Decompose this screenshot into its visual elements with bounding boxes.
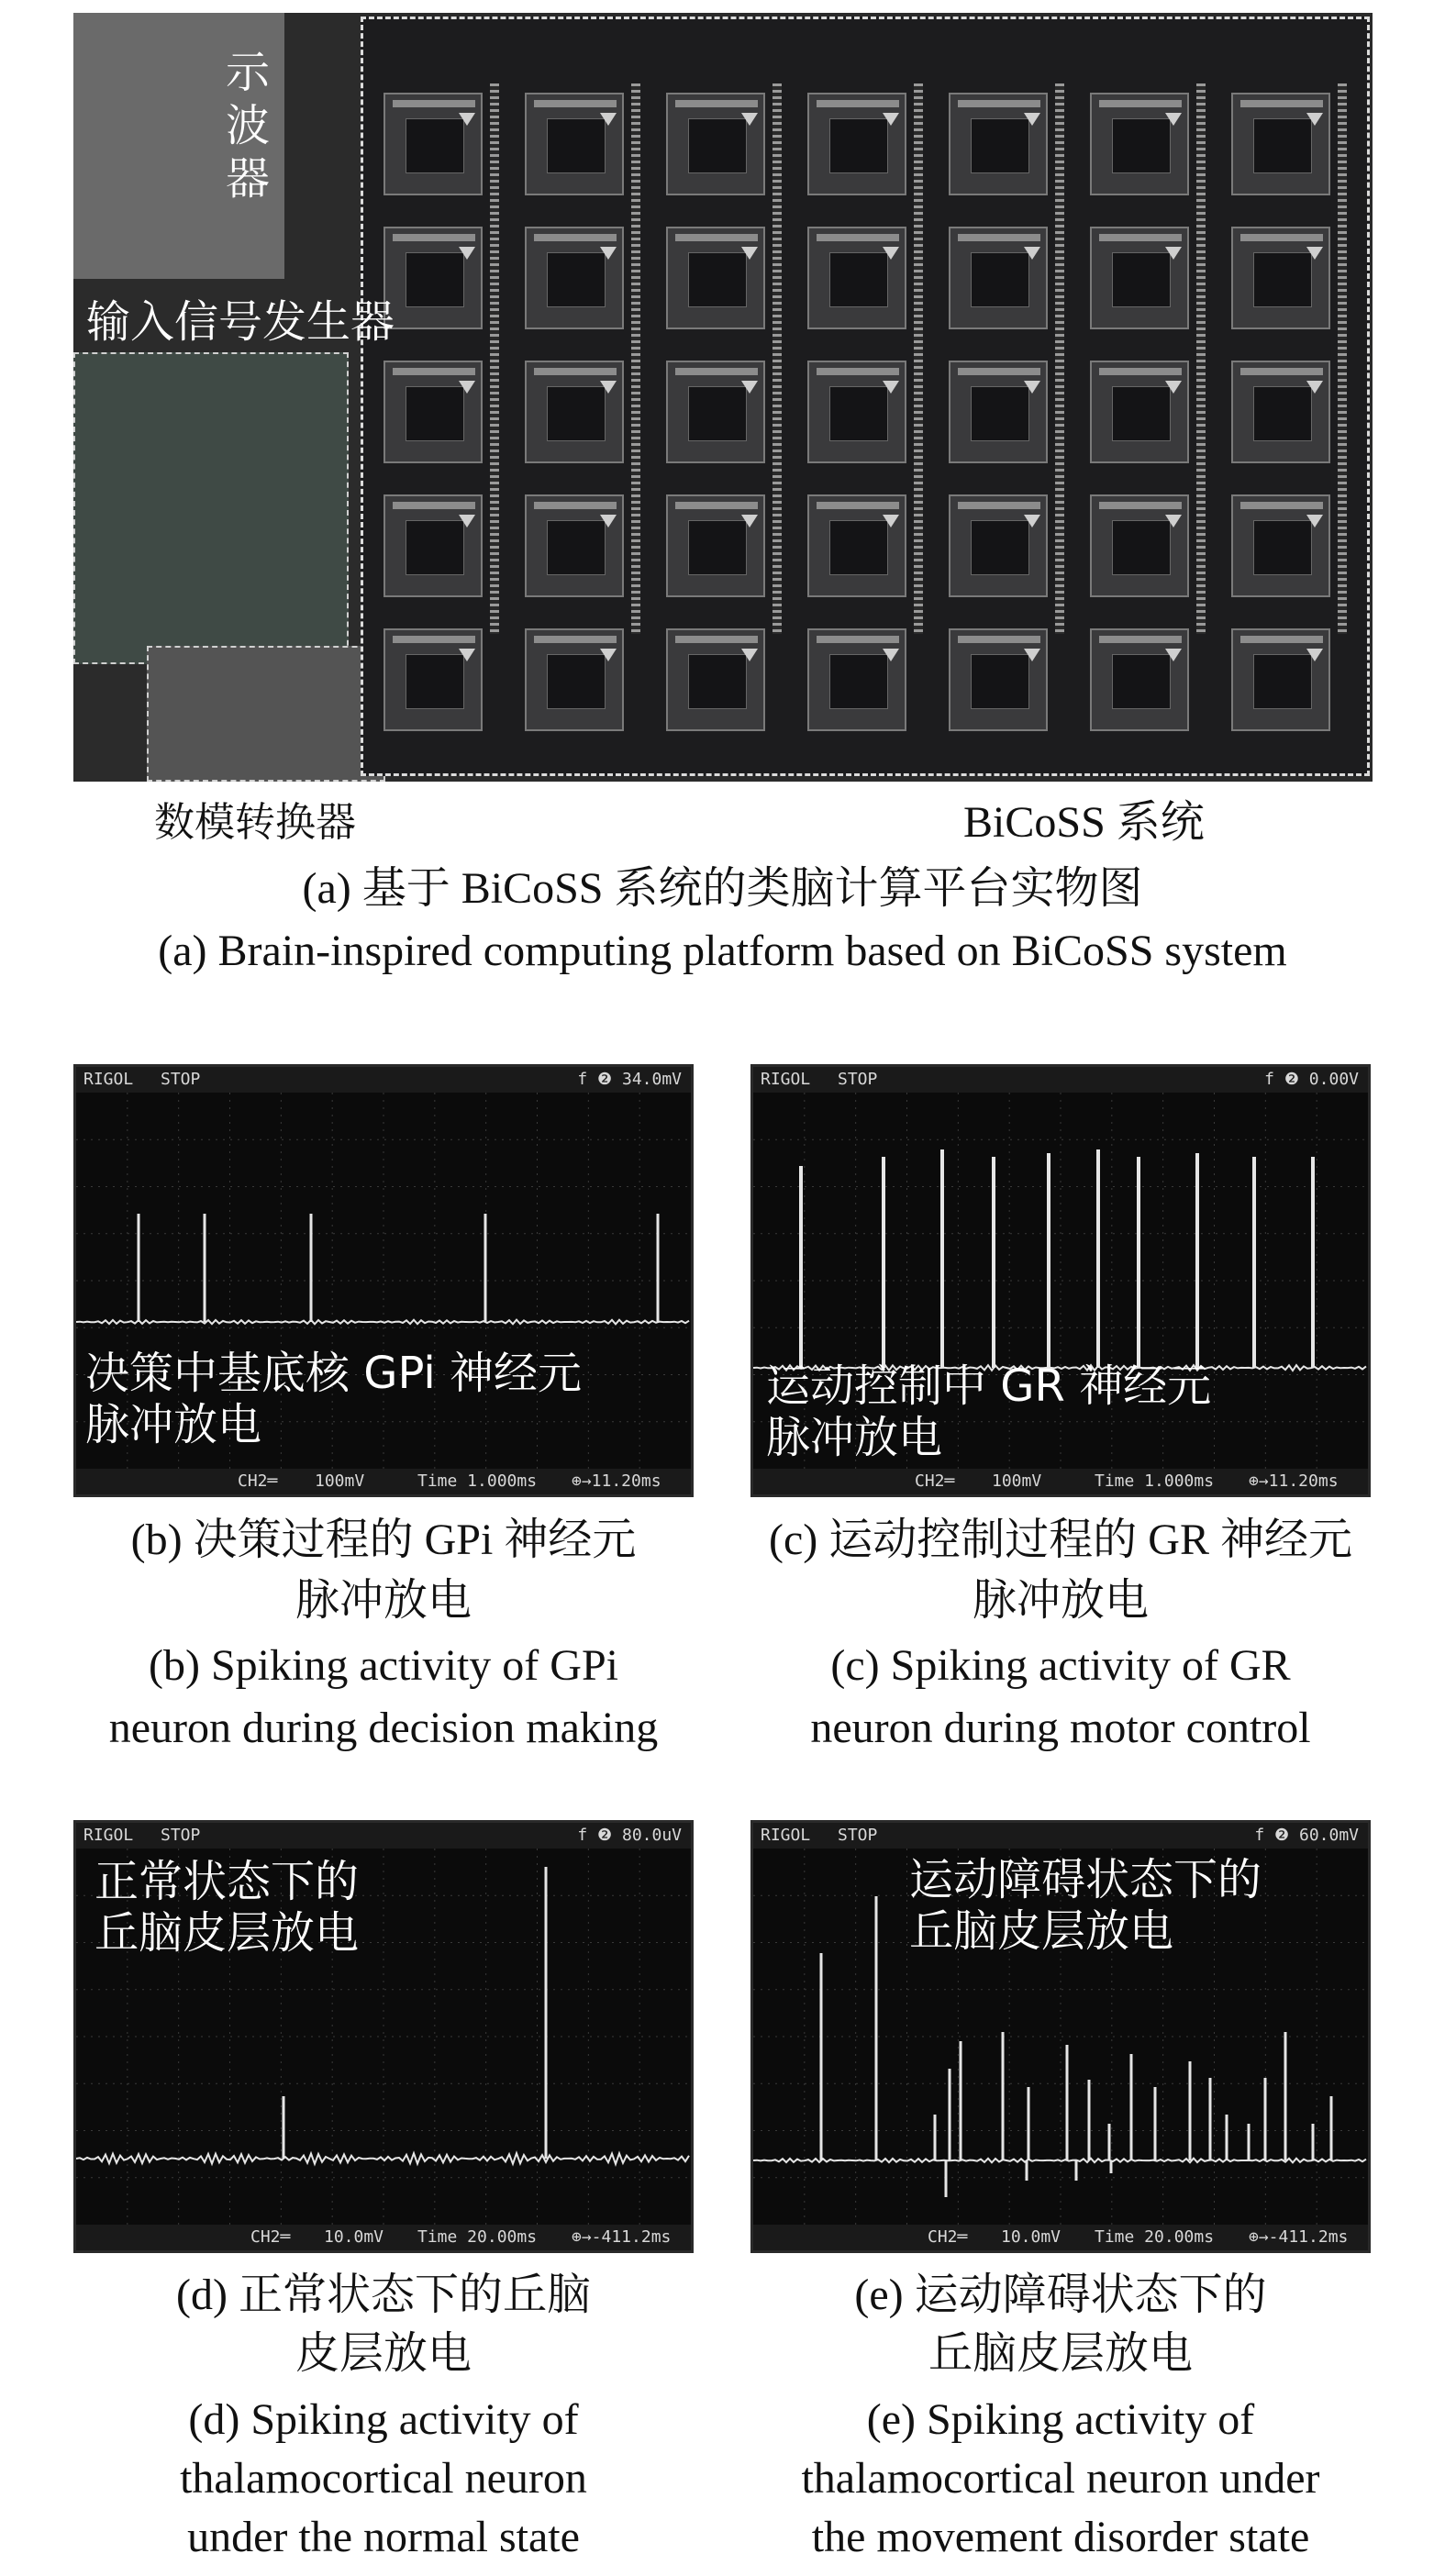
header-pins bbox=[1055, 83, 1064, 634]
bicoss-board bbox=[1231, 494, 1330, 597]
scope-time-div: Time 20.00ms bbox=[417, 2227, 538, 2247]
signal-generator-board bbox=[73, 352, 349, 664]
bicoss-board bbox=[666, 361, 765, 463]
scope-offset: ⊕→11.20ms bbox=[572, 1471, 661, 1491]
header-pins bbox=[1196, 83, 1206, 634]
scope-volt-div: 100mV bbox=[992, 1471, 1042, 1491]
oscilloscope-label: 示 波 器 bbox=[225, 47, 270, 205]
signal-generator-label: 输入信号发生器 bbox=[86, 296, 395, 348]
scope-overlay-text: 决策中基底核 GPi 神经元 脉冲放电 bbox=[85, 1348, 582, 1450]
oscilloscope-panel-d bbox=[73, 1820, 694, 2253]
bicoss-board bbox=[666, 227, 765, 329]
scope-overlay-text: 运动障碍状态下的 丘脑皮层放电 bbox=[909, 1854, 1262, 1957]
scope-time-div: Time 20.00ms bbox=[1095, 2227, 1215, 2247]
baseline-trace bbox=[76, 1320, 689, 1325]
scope-mode: STOP bbox=[838, 1070, 878, 1089]
caption-e-cn: (e) 运动障碍状态下的 丘脑皮层放电 bbox=[854, 2271, 1267, 2378]
caption-c-en: (c) Spiking activity of GR neuron during motor control bbox=[810, 1641, 1311, 1752]
scope-time-div: Time 1.000ms bbox=[417, 1471, 538, 1491]
bicoss-board bbox=[949, 93, 1048, 195]
scope-trigger: f ❷ 0.00V bbox=[1264, 1070, 1359, 1089]
bicoss-board bbox=[1231, 628, 1330, 731]
caption-b-cn: (b) 决策过程的 GPi 神经元 脉冲放电 bbox=[130, 1516, 637, 1625]
bicoss-boards bbox=[361, 17, 1370, 776]
bicoss-board bbox=[807, 494, 906, 597]
scope-brand: RIGOL bbox=[761, 1070, 811, 1089]
bicoss-board bbox=[807, 227, 906, 329]
caption-a-en: (a) Brain-inspired computing platform based on BiCoSS system bbox=[158, 927, 1287, 975]
bicoss-board bbox=[1090, 361, 1189, 463]
bicoss-board bbox=[383, 361, 483, 463]
bicoss-board bbox=[383, 227, 483, 329]
bicoss-board bbox=[949, 227, 1048, 329]
scope-bottom-bar bbox=[76, 1469, 691, 1494]
bicoss-board bbox=[666, 628, 765, 731]
scope-mode: STOP bbox=[161, 1826, 201, 1845]
scope-top-bar bbox=[753, 1823, 1368, 1849]
bicoss-board bbox=[1090, 494, 1189, 597]
scope-bottom-bar bbox=[76, 2225, 691, 2250]
bicoss-board bbox=[525, 93, 624, 195]
bicoss-board bbox=[383, 93, 483, 195]
scope-top-bar bbox=[76, 1067, 691, 1093]
scope-channel: CH2═ bbox=[928, 2227, 968, 2247]
bicoss-board bbox=[525, 628, 624, 731]
bicoss-board bbox=[383, 628, 483, 731]
caption-d-cn: (d) 正常状态下的丘脑 皮层放电 bbox=[176, 2271, 591, 2378]
baseline-trace bbox=[753, 2159, 1366, 2163]
scope-bottom-bar bbox=[753, 2225, 1368, 2250]
scope-top-bar bbox=[76, 1823, 691, 1849]
oscilloscope-panel-b bbox=[73, 1064, 694, 1497]
bicoss-board bbox=[383, 494, 483, 597]
oscilloscope-panel-e bbox=[750, 1820, 1371, 2253]
bicoss-board bbox=[666, 93, 765, 195]
baseline-trace bbox=[76, 2153, 689, 2164]
scope-volt-div: 10.0mV bbox=[324, 2227, 384, 2247]
bicoss-board bbox=[525, 361, 624, 463]
scope-volt-div: 10.0mV bbox=[1001, 2227, 1062, 2247]
scope-trigger: f ❷ 34.0mV bbox=[577, 1070, 682, 1089]
scope-trigger: f ❷ 60.0mV bbox=[1254, 1826, 1359, 1845]
scope-mode: STOP bbox=[161, 1070, 201, 1089]
bicoss-board bbox=[525, 494, 624, 597]
dac-label: 数模转换器 bbox=[154, 799, 356, 846]
bicoss-board bbox=[807, 628, 906, 731]
bicoss-board bbox=[1090, 93, 1189, 195]
bicoss-board bbox=[1231, 227, 1330, 329]
scope-brand: RIGOL bbox=[83, 1070, 134, 1089]
platform-photo bbox=[73, 13, 1373, 782]
bicoss-board bbox=[949, 361, 1048, 463]
header-pins bbox=[1338, 83, 1347, 634]
scope-offset: ⊕→-411.2ms bbox=[572, 2227, 672, 2247]
scope-volt-div: 100mV bbox=[315, 1471, 365, 1491]
scope-channel: CH2═ bbox=[915, 1471, 955, 1491]
scope-offset: ⊕→11.20ms bbox=[1249, 1471, 1339, 1491]
header-pins bbox=[914, 83, 923, 634]
oscilloscope-panel-c bbox=[750, 1064, 1371, 1497]
bicoss-board bbox=[949, 628, 1048, 731]
scope-overlay-text: 运动控制中 GR 神经元 脉冲放电 bbox=[766, 1360, 1212, 1463]
scope-brand: RIGOL bbox=[761, 1826, 811, 1845]
bicoss-board bbox=[1090, 628, 1189, 731]
bicoss-board bbox=[666, 494, 765, 597]
scope-trigger: f ❷ 80.0uV bbox=[577, 1826, 682, 1845]
header-pins bbox=[631, 83, 640, 634]
scope-channel: CH2═ bbox=[238, 1471, 278, 1491]
scope-brand: RIGOL bbox=[83, 1826, 134, 1845]
header-pins bbox=[773, 83, 782, 634]
dac-board bbox=[147, 646, 385, 782]
bicoss-label: BiCoSS 系统 bbox=[963, 798, 1205, 847]
bicoss-board bbox=[1090, 227, 1189, 329]
scope-offset: ⊕→-411.2ms bbox=[1249, 2227, 1349, 2247]
scope-bottom-bar bbox=[753, 1469, 1368, 1494]
bicoss-board bbox=[1231, 93, 1330, 195]
header-pins bbox=[490, 83, 499, 634]
caption-c-cn: (c) 运动控制过程的 GR 神经元 脉冲放电 bbox=[769, 1516, 1352, 1625]
bicoss-board bbox=[1231, 361, 1330, 463]
scope-overlay-text: 正常状态下的 丘脑皮层放电 bbox=[94, 1856, 360, 1959]
scope-channel: CH2═ bbox=[250, 2227, 291, 2247]
scope-time-div: Time 1.000ms bbox=[1095, 1471, 1215, 1491]
caption-e-en: (e) Spiking activity of thalamocortical neuron under the movement disorder state bbox=[801, 2395, 1320, 2561]
caption-a-cn: (a) 基于 BiCoSS 系统的类脑计算平台实物图 bbox=[302, 864, 1143, 913]
bicoss-board bbox=[807, 361, 906, 463]
bicoss-board bbox=[525, 227, 624, 329]
caption-b-en: (b) Spiking activity of GPi neuron during decision making bbox=[108, 1641, 659, 1752]
bicoss-board bbox=[949, 494, 1048, 597]
scope-mode: STOP bbox=[838, 1826, 878, 1845]
scope-top-bar bbox=[753, 1067, 1368, 1093]
bicoss-board bbox=[807, 93, 906, 195]
caption-d-en: (d) Spiking activity of thalamocortical neuron under the normal state bbox=[180, 2395, 587, 2561]
